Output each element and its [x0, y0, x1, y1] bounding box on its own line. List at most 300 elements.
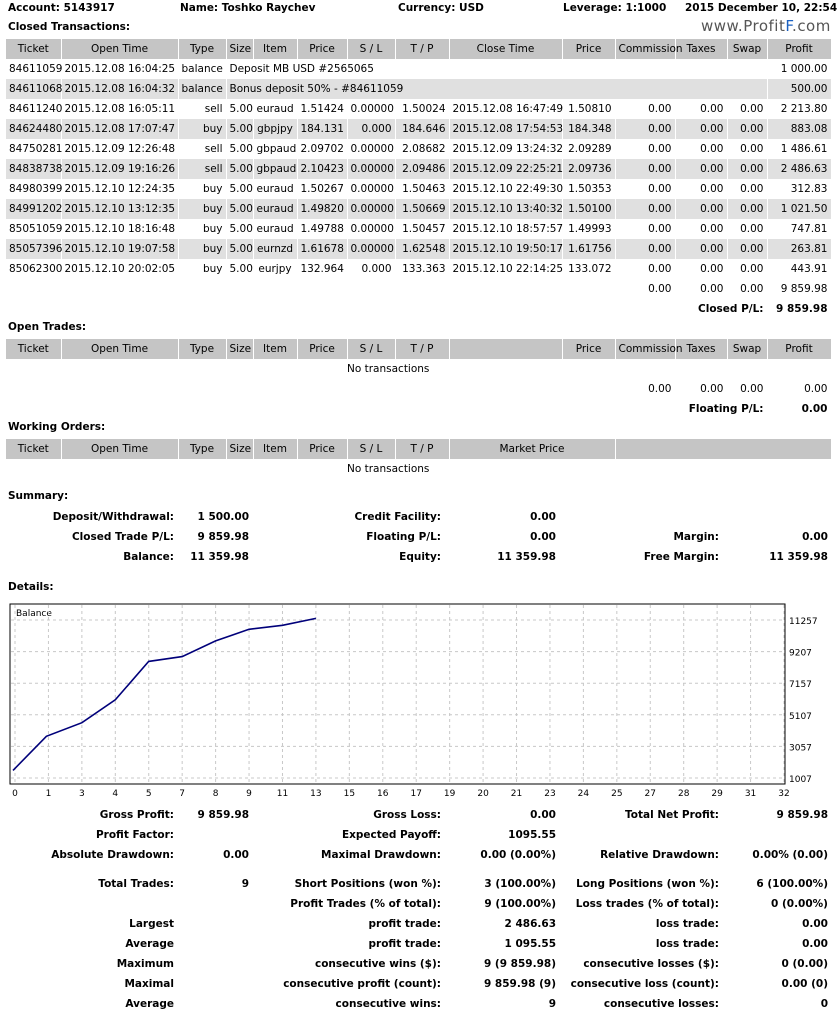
- empty-cell: [61, 399, 178, 419]
- profit-cell: 312.83: [767, 179, 831, 199]
- account-name: Name: Toshko Raychev: [180, 2, 316, 14]
- gross-profit-value: 9 859.98: [197, 809, 249, 821]
- tp-cell: 2.09486: [395, 159, 449, 179]
- ticket-cell: 84611059: [6, 59, 61, 79]
- x-tick-label: 16: [377, 789, 389, 799]
- closed-pl-label: Closed P/L:: [615, 299, 767, 319]
- price-cell: 132.964: [297, 259, 347, 279]
- item-cell: euraud: [253, 199, 297, 219]
- size-cell: 5.00: [226, 199, 253, 219]
- open-time-cell: 2015.12.08 16:05:11: [61, 99, 178, 119]
- x-tick-label: 20: [477, 789, 489, 799]
- comment-cell: Deposit MB USD #2565065: [226, 59, 767, 79]
- type-cell: balance: [178, 79, 226, 99]
- empty-cell: [178, 279, 226, 299]
- column-header: Size: [226, 439, 253, 459]
- price-cell: 1.61678: [297, 239, 347, 259]
- y-tick-label: 5107: [789, 711, 812, 722]
- profit-total: 0.00: [767, 379, 831, 399]
- commission-cell: 0.00: [615, 119, 675, 139]
- sl-cell: 0.00000: [347, 219, 395, 239]
- closed-pl-value: 9 859.98: [767, 299, 831, 319]
- table-row: [6, 239, 831, 259]
- close-price-cell: 133.072: [562, 259, 615, 279]
- empty-cell: [297, 299, 347, 319]
- column-header: Open Time: [61, 439, 178, 459]
- empty-cell: [449, 299, 562, 319]
- tp-cell: 1.50669: [395, 199, 449, 219]
- total-trades-label: Total Trades:: [98, 878, 174, 890]
- open-time-cell: 2015.12.08 16:04:32: [61, 79, 178, 99]
- close-time-cell: 2015.12.09 13:24:32: [449, 139, 562, 159]
- close-time-cell: 2015.12.08 16:47:49: [449, 99, 562, 119]
- item-cell: euraud: [253, 219, 297, 239]
- column-header: S / L: [347, 439, 395, 459]
- price-cell: 1.49788: [297, 219, 347, 239]
- empty-cell: [253, 379, 297, 399]
- lg-loss-value: 0.00: [802, 918, 828, 930]
- short-label: Short Positions (won %):: [294, 878, 441, 890]
- empty-cell: [347, 299, 395, 319]
- type-cell: sell: [178, 99, 226, 119]
- ticket-cell: 84611068: [6, 79, 61, 99]
- largest: Largest: [129, 918, 174, 930]
- column-header: T / P: [395, 339, 449, 359]
- empty-row: [6, 459, 831, 479]
- ac-losses-value: 0: [820, 998, 828, 1010]
- empty-cell: [562, 279, 615, 299]
- max-dd-value: 0.00 (0.00%): [480, 849, 556, 861]
- commission-cell: 0.00: [615, 99, 675, 119]
- account-currency: Currency: USD: [398, 2, 484, 14]
- profit-cell: 883.08: [767, 119, 831, 139]
- payoff-value: 1095.55: [508, 829, 556, 841]
- column-header: S / L: [347, 39, 395, 59]
- close-time-cell: 2015.12.09 22:25:21: [449, 159, 562, 179]
- column-header: Type: [178, 439, 226, 459]
- profit-cell: 263.81: [767, 239, 831, 259]
- column-header: Close Time: [449, 39, 562, 59]
- y-tick-label: 11257: [789, 617, 818, 627]
- empty-cell: [395, 299, 449, 319]
- taxes-cell: 0.00: [675, 239, 727, 259]
- x-tick-label: 3: [79, 789, 85, 799]
- tp-cell: 1.50463: [395, 179, 449, 199]
- ml-loss-value: 0.00 (0): [781, 978, 828, 990]
- av-loss-label: loss trade:: [655, 938, 719, 950]
- account-leverage: Leverage: 1:1000: [563, 2, 667, 14]
- profit-cell: 747.81: [767, 219, 831, 239]
- empty-cell: [562, 399, 615, 419]
- open-time-cell: 2015.12.09 19:16:26: [61, 159, 178, 179]
- empty-cell: [226, 299, 253, 319]
- table-row: [6, 159, 831, 179]
- item-cell: gbpjpy: [253, 119, 297, 139]
- max-dd-label: Maximal Drawdown:: [321, 849, 441, 861]
- type-cell: buy: [178, 219, 226, 239]
- ml-profit-label: consecutive profit (count):: [283, 978, 441, 990]
- average: Average: [125, 938, 174, 950]
- swap-cell: 0.00: [727, 159, 767, 179]
- lg-profit-label: profit trade:: [368, 918, 441, 930]
- gross-profit-label: Gross Profit:: [99, 809, 174, 821]
- margin-value: 0.00: [802, 531, 828, 543]
- taxes-cell: 0.00: [675, 139, 727, 159]
- empty-cell: [253, 399, 297, 419]
- column-header: Type: [178, 339, 226, 359]
- close-price-cell: 1.50353: [562, 179, 615, 199]
- lg-loss-label: loss trade:: [655, 918, 719, 930]
- gross-loss-label: Gross Loss:: [373, 809, 441, 821]
- x-tick-label: 1: [45, 789, 52, 799]
- working-orders-heading: Working Orders:: [8, 421, 106, 433]
- type-cell: balance: [178, 59, 226, 79]
- size-cell: 5.00: [226, 259, 253, 279]
- column-header: Ticket: [6, 339, 61, 359]
- av-loss-value: 0.00: [802, 938, 828, 950]
- ticket-cell: 84980399: [6, 179, 61, 199]
- empty-cell: [347, 399, 395, 419]
- sl-cell: 0.00000: [347, 179, 395, 199]
- x-tick-label: 19: [443, 789, 456, 799]
- floating-value: 0.00: [530, 531, 556, 543]
- profit-cell: 1 021.50: [767, 199, 831, 219]
- empty-cell: [253, 299, 297, 319]
- table-row: [6, 259, 831, 279]
- chart-title: Balance: [16, 609, 52, 619]
- swap-cell: 0.00: [727, 239, 767, 259]
- tp-cell: 2.08682: [395, 139, 449, 159]
- taxes-cell: 0.00: [675, 259, 727, 279]
- x-tick-label: 15: [343, 789, 356, 799]
- column-header: Price: [297, 339, 347, 359]
- size-cell: 5.00: [226, 239, 253, 259]
- empty-cell: [347, 379, 395, 399]
- ticket-cell: 85051059: [6, 219, 61, 239]
- table-header-row: [6, 339, 831, 359]
- sl-cell: 0.00000: [347, 99, 395, 119]
- closed-transactions-heading: Closed Transactions:: [8, 21, 131, 33]
- commission-cell: 0.00: [615, 159, 675, 179]
- tp-cell: 1.50457: [395, 219, 449, 239]
- commission-cell: 0.00: [615, 239, 675, 259]
- type-cell: sell: [178, 139, 226, 159]
- sl-cell: 0.00000: [347, 139, 395, 159]
- floating-pl-row: [6, 399, 831, 419]
- column-header: T / P: [395, 39, 449, 59]
- column-header: Taxes: [675, 39, 727, 59]
- x-tick-label: 29: [711, 789, 723, 799]
- profit-cell: 2 486.63: [767, 159, 831, 179]
- swap-cell: 0.00: [727, 199, 767, 219]
- gross-loss-value: 0.00: [530, 809, 556, 821]
- price-cell: 1.50267: [297, 179, 347, 199]
- ticket-cell: 85057396: [6, 239, 61, 259]
- swap-cell: 0.00: [727, 219, 767, 239]
- taxes-total: 0.00: [675, 279, 727, 299]
- x-tick-label: 13: [310, 789, 322, 799]
- empty-cell: [297, 279, 347, 299]
- empty-cell: [6, 379, 61, 399]
- swap-cell: 0.00: [727, 119, 767, 139]
- size-cell: 5.00: [226, 119, 253, 139]
- ticket-cell: 84991202: [6, 199, 61, 219]
- lg-profit-value: 2 486.63: [504, 918, 556, 930]
- mx-losses-value: 0 (0.00): [781, 958, 828, 970]
- close-time-cell: 2015.12.10 22:14:25: [449, 259, 562, 279]
- ml-profit-value: 9 859.98 (9): [483, 978, 556, 990]
- empty-cell: [562, 379, 615, 399]
- taxes-cell: 0.00: [675, 159, 727, 179]
- profit-cell: 443.91: [767, 259, 831, 279]
- profit-cell: 2 213.80: [767, 99, 831, 119]
- table-row: [6, 119, 831, 139]
- close-time-cell: 2015.12.10 18:57:57: [449, 219, 562, 239]
- column-header: Item: [253, 339, 297, 359]
- commission-cell: 0.00: [615, 199, 675, 219]
- mx-wins-label: consecutive wins ($):: [314, 958, 441, 970]
- rel-dd-value: 0.00% (0.00): [752, 849, 828, 861]
- deposit-value: 1 500.00: [197, 511, 249, 523]
- deposit-label: Deposit/Withdrawal:: [52, 511, 174, 523]
- column-header: Size: [226, 339, 253, 359]
- column-header: Ticket: [6, 439, 61, 459]
- taxes-total: 0.00: [675, 379, 727, 399]
- profit-cell: 1 000.00: [767, 59, 831, 79]
- ticket-cell: 84838738: [6, 159, 61, 179]
- column-header: Open Time: [61, 39, 178, 59]
- account-number: Account: 5143917: [8, 2, 115, 14]
- long-value: 6 (100.00%): [756, 878, 828, 890]
- column-header: Price: [562, 39, 615, 59]
- open-time-cell: 2015.12.09 12:26:48: [61, 139, 178, 159]
- short-value: 3 (100.00%): [484, 878, 556, 890]
- no-transactions-text: No transactions: [6, 459, 831, 479]
- closed-pl-value: 9 859.98: [197, 531, 249, 543]
- empty-cell: [449, 399, 562, 419]
- type-cell: buy: [178, 199, 226, 219]
- taxes-cell: 0.00: [675, 199, 727, 219]
- empty-cell: [297, 399, 347, 419]
- x-tick-label: 28: [677, 789, 690, 799]
- type-cell: buy: [178, 179, 226, 199]
- av-profit-label: profit trade:: [368, 938, 441, 950]
- tp-cell: 133.363: [395, 259, 449, 279]
- floating-pl-label: Floating P/L:: [615, 399, 767, 419]
- type-cell: buy: [178, 119, 226, 139]
- profit-trades-value: 9 (100.00%): [484, 898, 556, 910]
- open-time-cell: 2015.12.10 18:16:48: [61, 219, 178, 239]
- column-header: Open Time: [61, 339, 178, 359]
- size-cell: 5.00: [226, 139, 253, 159]
- column-header: Swap: [727, 39, 767, 59]
- x-tick-label: 17: [410, 789, 422, 799]
- x-tick-label: 8: [212, 789, 219, 799]
- x-tick-label: 7: [179, 789, 186, 799]
- chart-frame: [10, 604, 785, 784]
- commission-cell: 0.00: [615, 219, 675, 239]
- item-cell: gbpaud: [253, 139, 297, 159]
- empty-cell: [61, 279, 178, 299]
- abs-dd-value: 0.00: [223, 849, 249, 861]
- column-header: S / L: [347, 339, 395, 359]
- x-tick-label: 27: [644, 789, 656, 799]
- x-tick-label: 0: [12, 789, 18, 799]
- equity-label: Equity:: [399, 551, 441, 563]
- close-time-cell: 2015.12.10 13:40:32: [449, 199, 562, 219]
- column-header: Ticket: [6, 39, 61, 59]
- price-cell: 2.09702: [297, 139, 347, 159]
- ac-wins-label: consecutive wins:: [335, 998, 441, 1010]
- ticket-cell: 84624480: [6, 119, 61, 139]
- mx-wins-value: 9 (9 859.98): [483, 958, 556, 970]
- watermark-logo: www.ProfitF.com: [701, 17, 831, 35]
- open-trades-table: [6, 339, 832, 419]
- x-tick-label: 21: [510, 789, 523, 799]
- price-cell: 1.51424: [297, 99, 347, 119]
- empty-cell: [61, 299, 178, 319]
- type-cell: buy: [178, 259, 226, 279]
- report-date: 2015 December 10, 22:54: [685, 2, 837, 14]
- price-cell: 1.49820: [297, 199, 347, 219]
- ticket-cell: 84750281: [6, 139, 61, 159]
- swap-cell: 0.00: [727, 259, 767, 279]
- column-header: Profit: [767, 339, 831, 359]
- total-trades-value: 9: [241, 878, 249, 890]
- table-row: [6, 219, 831, 239]
- close-time-cell: 2015.12.08 17:54:53: [449, 119, 562, 139]
- column-header: [449, 339, 562, 359]
- column-header: Commission: [615, 339, 675, 359]
- loss-trades-value: 0 (0.00%): [771, 898, 828, 910]
- abs-dd-label: Absolute Drawdown:: [51, 849, 174, 861]
- open-trades-heading: Open Trades:: [8, 321, 87, 333]
- empty-cell: [61, 379, 178, 399]
- empty-cell: [6, 279, 61, 299]
- y-tick-label: 1007: [789, 775, 812, 785]
- ticket-cell: 84611240: [6, 99, 61, 119]
- swap-cell: 0.00: [727, 99, 767, 119]
- empty-cell: [449, 279, 562, 299]
- average2: Average: [125, 998, 174, 1010]
- taxes-cell: 0.00: [675, 179, 727, 199]
- empty-cell: [226, 399, 253, 419]
- x-tick-label: 31: [744, 789, 757, 799]
- floating-label: Floating P/L:: [366, 531, 441, 543]
- column-header: Commission: [615, 39, 675, 59]
- payoff-label: Expected Payoff:: [341, 829, 441, 841]
- equity-value: 11 359.98: [497, 551, 556, 563]
- credit-value: 0.00: [530, 511, 556, 523]
- empty-cell: [6, 399, 61, 419]
- open-time-cell: 2015.12.10 19:07:58: [61, 239, 178, 259]
- empty-cell: [395, 399, 449, 419]
- column-header: Swap: [727, 339, 767, 359]
- empty-cell: [178, 399, 226, 419]
- empty-cell: [226, 379, 253, 399]
- empty-cell: [562, 299, 615, 319]
- sl-cell: 0.00000: [347, 199, 395, 219]
- item-cell: eurnzd: [253, 239, 297, 259]
- sl-cell: 0.000: [347, 119, 395, 139]
- table-row: [6, 99, 831, 119]
- floating-pl-value: 0.00: [767, 399, 831, 419]
- net-profit-value: 9 859.98: [776, 809, 828, 821]
- balance-row: [6, 59, 831, 79]
- credit-label: Credit Facility:: [354, 511, 441, 523]
- y-tick-label: 3057: [789, 743, 812, 754]
- taxes-cell: 0.00: [675, 99, 727, 119]
- sl-cell: 0.00000: [347, 239, 395, 259]
- empty-cell: [297, 379, 347, 399]
- profit-trades-label: Profit Trades (% of total):: [290, 898, 441, 910]
- maximum: Maximum: [116, 958, 174, 970]
- size-cell: 5.00: [226, 159, 253, 179]
- profit-cell: 1 486.61: [767, 139, 831, 159]
- closed-transactions-table: [6, 39, 832, 319]
- item-cell: euraud: [253, 179, 297, 199]
- mx-losses-label: consecutive losses ($):: [583, 958, 719, 970]
- empty-cell: [178, 299, 226, 319]
- open-time-cell: 2015.12.10 13:12:35: [61, 199, 178, 219]
- net-profit-label: Total Net Profit:: [624, 809, 719, 821]
- size-cell: 5.00: [226, 99, 253, 119]
- size-cell: 5.00: [226, 219, 253, 239]
- ac-losses-label: consecutive losses:: [603, 998, 719, 1010]
- profit-factor-label: Profit Factor:: [95, 829, 174, 841]
- table-header-row: [6, 439, 831, 459]
- sl-cell: 0.00000: [347, 159, 395, 179]
- empty-cell: [253, 279, 297, 299]
- column-header: Size: [226, 39, 253, 59]
- empty-row: [6, 359, 831, 379]
- comment-cell: Bonus deposit 50% - #84611059: [226, 79, 767, 99]
- closed-pl-label: Closed Trade P/L:: [71, 531, 174, 543]
- tp-cell: 1.50024: [395, 99, 449, 119]
- table-header-row: [6, 39, 831, 59]
- empty-cell: [395, 379, 449, 399]
- profit-total: 9 859.98: [767, 279, 831, 299]
- open-time-cell: 2015.12.08 16:04:25: [61, 59, 178, 79]
- commission-cell: 0.00: [615, 139, 675, 159]
- balance-value: 11 359.98: [190, 551, 249, 563]
- free-margin-label: Free Margin:: [643, 551, 719, 563]
- x-tick-label: 23: [544, 789, 556, 799]
- close-price-cell: 1.50100: [562, 199, 615, 219]
- commission-cell: 0.00: [615, 259, 675, 279]
- close-time-cell: 2015.12.10 19:50:17: [449, 239, 562, 259]
- ac-wins-value: 9: [548, 998, 556, 1010]
- swap-cell: 0.00: [727, 179, 767, 199]
- close-price-cell: 1.50810: [562, 99, 615, 119]
- table-row: [6, 199, 831, 219]
- y-tick-label: 9207: [789, 648, 812, 659]
- empty-cell: [178, 379, 226, 399]
- close-price-cell: 2.09736: [562, 159, 615, 179]
- open-time-cell: 2015.12.08 17:07:47: [61, 119, 178, 139]
- open-time-cell: 2015.12.10 12:24:35: [61, 179, 178, 199]
- item-cell: gbpaud: [253, 159, 297, 179]
- x-tick-label: 25: [611, 789, 623, 799]
- x-tick-label: 32: [778, 789, 790, 799]
- open-time-cell: 2015.12.10 20:02:05: [61, 259, 178, 279]
- taxes-cell: 0.00: [675, 219, 727, 239]
- x-tick-label: 5: [145, 789, 152, 799]
- profit-cell: 500.00: [767, 79, 831, 99]
- type-cell: buy: [178, 239, 226, 259]
- column-header: Taxes: [675, 339, 727, 359]
- working-orders-table: [6, 439, 832, 479]
